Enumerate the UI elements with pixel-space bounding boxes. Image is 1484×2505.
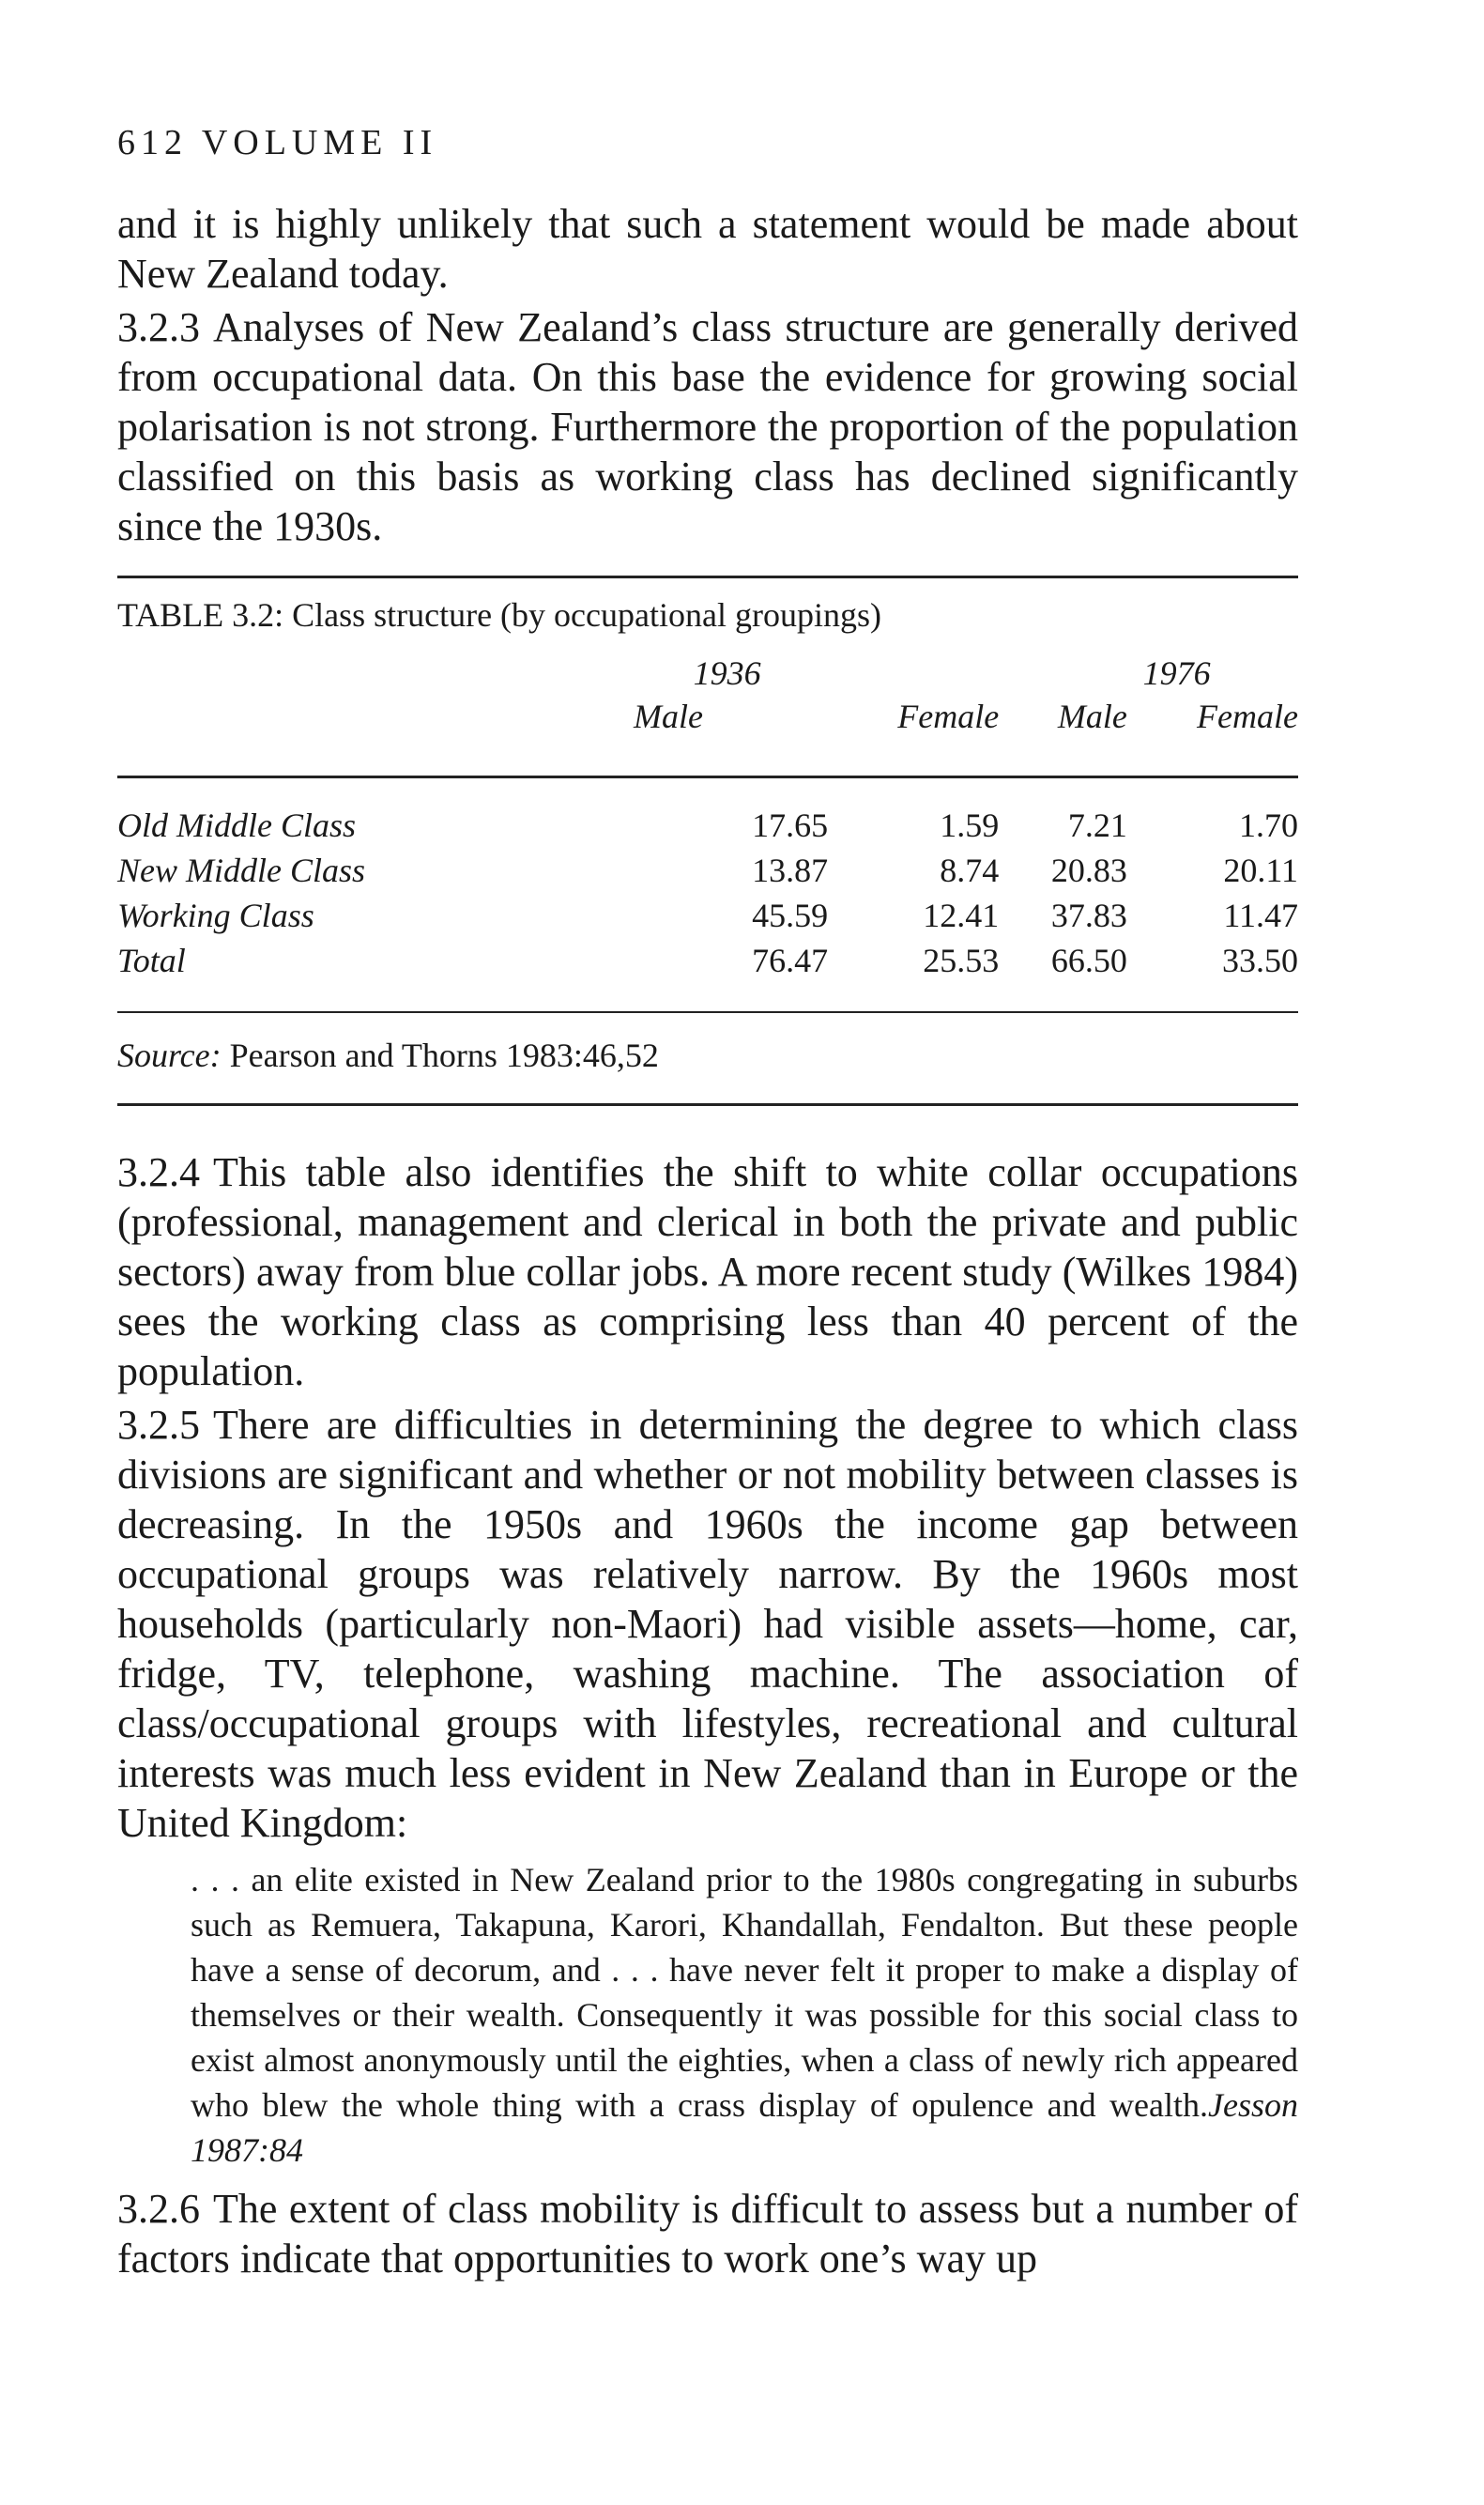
row-label: New Middle Class xyxy=(117,852,366,889)
table-cell: 1.70 xyxy=(1239,807,1298,844)
table-cell: 13.87 xyxy=(752,852,829,889)
table-cell: 1.59 xyxy=(940,807,1000,844)
paragraph-3-2-6 xyxy=(117,2184,1298,2283)
table-source xyxy=(117,1036,1298,1075)
column-header: Female xyxy=(897,698,1000,735)
table-cell: 11.47 xyxy=(1223,897,1298,934)
paragraph-number: 3.2.5 xyxy=(117,1402,200,1448)
year-header-row xyxy=(117,648,1298,693)
paragraph-text: and it is highly unlikely that such a statement would be made about New Zealand today. xyxy=(117,201,1298,297)
column-header: Male xyxy=(1057,698,1127,735)
table-cell: 66.50 xyxy=(1050,942,1127,979)
table-caption: TABLE 3.2: Class structure (by occupational groupings) xyxy=(117,596,881,634)
table-row xyxy=(117,803,1298,848)
paragraph-number: 3.2.3 xyxy=(117,304,200,350)
paragraph-text: The extent of class mobility is difficult to assess but a number of factors indicate that opportunities to work one’s way up xyxy=(117,2186,1298,2282)
table-cell: 20.11 xyxy=(1223,852,1298,889)
quote-citation: Jesson 1987:84 xyxy=(191,2086,1298,2169)
table-cell: 33.50 xyxy=(1222,942,1298,979)
class-structure-table xyxy=(117,648,1298,983)
table-row xyxy=(117,848,1298,893)
year-header: 1976 xyxy=(1142,654,1211,692)
book-page xyxy=(117,122,1298,2287)
table-end-rule xyxy=(117,1103,1298,1106)
source-text: Pearson and Thorns 1983:46,52 xyxy=(229,1037,659,1074)
table-row xyxy=(117,938,1298,983)
table-cell: 8.74 xyxy=(940,852,1000,889)
column-header: Male xyxy=(634,698,703,735)
paragraph-number: 3.2.4 xyxy=(117,1149,200,1195)
block-quote xyxy=(191,1857,1298,2173)
table-bottom-rule xyxy=(117,1011,1298,1013)
row-label: Old Middle Class xyxy=(117,807,357,844)
table-cell: 20.83 xyxy=(1050,852,1127,889)
sex-header-row xyxy=(117,693,1298,740)
table-cell: 37.83 xyxy=(1050,897,1127,934)
table-cell: 12.41 xyxy=(923,897,1000,934)
paragraph-text: There are difficulties in determining the degree to which class divisions are significant and whether or not mobility between classes is decreasing. In the 1950s and 1960s the income gap between occupational groups was relatively narrow. By the 1960s most households (particularly non-Maori) had visible assets—home, car, fridge, TV, telephone, washing machine. The association of class/occupational groups with lifestyles, recreational and cultural interests was much less evident in New Zealand than in Europe or the United Kingdom: xyxy=(117,1402,1298,1846)
table-row xyxy=(117,893,1298,938)
running-head: 612 VOLUME II xyxy=(117,123,438,162)
table-cell: 45.59 xyxy=(752,897,829,934)
row-label: Total xyxy=(117,942,186,979)
table-cell: 7.21 xyxy=(1067,807,1127,844)
column-header: Female xyxy=(1197,698,1298,735)
table-cell: 76.47 xyxy=(752,942,829,979)
paragraph-3-2-3 xyxy=(117,302,1298,551)
paragraph-continuation xyxy=(117,199,1298,299)
paragraph-3-2-4 xyxy=(117,1147,1298,1396)
table-block xyxy=(117,576,1298,1106)
table-cell: 17.65 xyxy=(752,807,829,844)
table-cell: 25.53 xyxy=(923,942,1000,979)
paragraph-3-2-5 xyxy=(117,1400,1298,1848)
paragraph-number: 3.2.6 xyxy=(117,2186,200,2232)
quote-text: . . . an elite existed in New Zealand prior to the 1980s congregating in suburbs such as Remuera, Takapuna, Karori, Khandallah, Fendalton. But these people have a sense of decorum, and . . . have never felt it proper to make a display of themselves or their wealth. Consequently it was possible for this social class to exist almost anonymously until the eighties, when a class of newly rich appeared who blew the whole thing with a crass display of opulence and wealth. xyxy=(191,1861,1298,2124)
paragraph-text: Analyses of New Zealand’s class structure are generally derived from occupational data. On this base the evidence for growing social polarisation is not strong. Furthermore the proportion of the population classified on this basis as working class has declined significantly since the 1930s. xyxy=(117,304,1298,549)
row-label: Working Class xyxy=(117,897,314,934)
paragraph-text: This table also identifies the shift to white collar occupations (professional, management and clerical in both the private and public sectors) away from blue collar jobs. A more recent study (Wilkes 1984) sees the working class as comprising less than 40 percent of the population. xyxy=(117,1149,1298,1394)
year-header: 1936 xyxy=(693,654,761,692)
source-label: Source: xyxy=(117,1037,222,1074)
body-text-after-table xyxy=(117,1147,1298,2283)
table-top-rule xyxy=(117,576,1298,578)
